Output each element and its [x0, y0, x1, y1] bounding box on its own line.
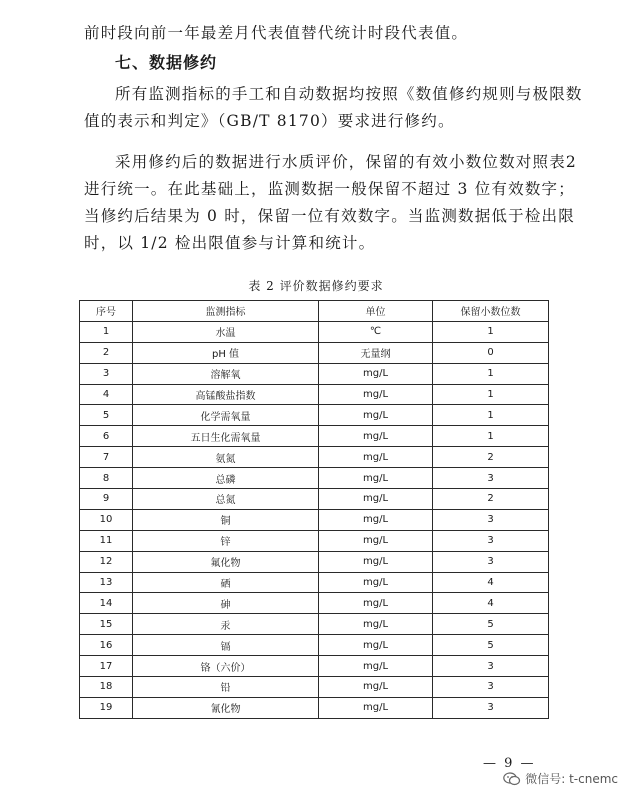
- cell-unit: mg/L: [319, 593, 433, 614]
- cell-decimal-places: 3: [433, 697, 549, 718]
- cell-index: 15: [80, 614, 133, 635]
- cell-indicator: 五日生化需氧量: [133, 426, 319, 447]
- cell-index: 9: [80, 489, 133, 510]
- cell-index: 7: [80, 447, 133, 468]
- cell-decimal-places: 3: [433, 530, 549, 551]
- cell-index: 5: [80, 405, 133, 426]
- cell-decimal-places: 1: [433, 426, 549, 447]
- cell-decimal-places: 1: [433, 384, 549, 405]
- cell-decimal-places: 4: [433, 572, 549, 593]
- table-row: [80, 677, 549, 698]
- cell-unit: mg/L: [319, 697, 433, 718]
- cell-unit: mg/L: [319, 426, 433, 447]
- cell-unit: mg/L: [319, 509, 433, 530]
- cell-indicator: 镉: [133, 635, 319, 656]
- cell-index: 17: [80, 656, 133, 677]
- table-row: [80, 321, 549, 342]
- paragraph-evaluation: 采用修约后的数据进行水质评价，保留的有效小数位数对照表2进行统一。在此基础上，监测数据一般保留不超过 3 位有效数字；当修约后结果为 0 时，保留一位有效数字。当监测数据低于检出限时，以 1/2 检出限值参与计算和统计。: [84, 153, 577, 252]
- cell-unit: ℃: [319, 321, 433, 342]
- table-row: [80, 363, 549, 384]
- cell-index: 14: [80, 593, 133, 614]
- table-row: [80, 593, 549, 614]
- cell-unit: mg/L: [319, 656, 433, 677]
- cell-unit: mg/L: [319, 614, 433, 635]
- cell-unit: mg/L: [319, 363, 433, 384]
- table-row: [80, 468, 549, 489]
- cell-indicator: 高锰酸盐指数: [133, 384, 319, 405]
- cell-index: 3: [80, 363, 133, 384]
- table-row: [80, 530, 549, 551]
- cell-decimal-places: 2: [433, 489, 549, 510]
- cell-decimal-places: 1: [433, 363, 549, 384]
- table-row: [80, 405, 549, 426]
- table-row: [80, 447, 549, 468]
- paragraph-continuation: 前时段向前一年最差月代表值替代统计时段代表值。: [84, 24, 469, 42]
- cell-indicator: 铜: [133, 509, 319, 530]
- cell-index: 13: [80, 572, 133, 593]
- cell-index: 4: [80, 384, 133, 405]
- page-number: — 9 —: [483, 756, 536, 771]
- cell-index: 2: [80, 342, 133, 363]
- wechat-watermark: [503, 770, 618, 787]
- cell-indicator: pH 值: [133, 342, 319, 363]
- cell-unit: mg/L: [319, 489, 433, 510]
- table-row: [80, 551, 549, 572]
- cell-indicator: 砷: [133, 593, 319, 614]
- cell-decimal-places: 3: [433, 509, 549, 530]
- table-row: [80, 384, 549, 405]
- header-indicator: 监测指标: [133, 301, 319, 322]
- cell-decimal-places: 5: [433, 614, 549, 635]
- cell-unit: mg/L: [319, 447, 433, 468]
- cell-unit: mg/L: [319, 530, 433, 551]
- cell-decimal-places: 0: [433, 342, 549, 363]
- cell-unit: mg/L: [319, 635, 433, 656]
- cell-decimal-places: 5: [433, 635, 549, 656]
- cell-index: 1: [80, 321, 133, 342]
- table-body: [80, 321, 549, 718]
- table-row: [80, 572, 549, 593]
- cell-decimal-places: 3: [433, 468, 549, 489]
- table-caption: 表 2 评价数据修约要求: [248, 279, 384, 293]
- cell-index: 6: [80, 426, 133, 447]
- cell-indicator: 氰化物: [133, 697, 319, 718]
- cell-index: 8: [80, 468, 133, 489]
- table-row: [80, 509, 549, 530]
- table-row: [80, 426, 549, 447]
- table-row: [80, 697, 549, 718]
- cell-indicator: 铅: [133, 677, 319, 698]
- table-header-row: [80, 301, 549, 322]
- cell-indicator: 总磷: [133, 468, 319, 489]
- wechat-icon: [503, 772, 521, 786]
- header-index: 序号: [80, 301, 133, 322]
- cell-decimal-places: 3: [433, 551, 549, 572]
- header-decimal-places: 保留小数位数: [433, 301, 549, 322]
- cell-decimal-places: 3: [433, 677, 549, 698]
- cell-indicator: 硒: [133, 572, 319, 593]
- cell-index: 18: [80, 677, 133, 698]
- cell-index: 12: [80, 551, 133, 572]
- cell-indicator: 汞: [133, 614, 319, 635]
- cell-decimal-places: 1: [433, 405, 549, 426]
- cell-decimal-places: 2: [433, 447, 549, 468]
- cell-index: 11: [80, 530, 133, 551]
- table-row: [80, 489, 549, 510]
- cell-unit: mg/L: [319, 405, 433, 426]
- cell-unit: mg/L: [319, 572, 433, 593]
- cell-unit: mg/L: [319, 551, 433, 572]
- cell-unit: 无量纲: [319, 342, 433, 363]
- wechat-id-text: 微信号: t-cnemc: [525, 772, 618, 786]
- cell-decimal-places: 3: [433, 656, 549, 677]
- cell-indicator: 化学需氧量: [133, 405, 319, 426]
- header-unit: 单位: [319, 301, 433, 322]
- cell-indicator: 氟化物: [133, 551, 319, 572]
- table-row: [80, 614, 549, 635]
- cell-indicator: 氨氮: [133, 447, 319, 468]
- cell-unit: mg/L: [319, 677, 433, 698]
- rounding-requirements-table: [79, 300, 549, 719]
- table-row: [80, 342, 549, 363]
- paragraph-rounding-rule: 所有监测指标的手工和自动数据均按照《数值修约规则与极限数值的表示和判定》（GB/T 8170）要求进行修约。: [84, 85, 583, 130]
- cell-indicator: 溶解氧: [133, 363, 319, 384]
- cell-decimal-places: 1: [433, 321, 549, 342]
- table-row: [80, 656, 549, 677]
- cell-unit: mg/L: [319, 384, 433, 405]
- cell-indicator: 总氮: [133, 489, 319, 510]
- cell-indicator: 水温: [133, 321, 319, 342]
- cell-indicator: 铬（六价）: [133, 656, 319, 677]
- cell-index: 19: [80, 697, 133, 718]
- cell-unit: mg/L: [319, 468, 433, 489]
- cell-decimal-places: 4: [433, 593, 549, 614]
- cell-index: 16: [80, 635, 133, 656]
- section-heading: 七、数据修约: [115, 53, 218, 72]
- cell-indicator: 锌: [133, 530, 319, 551]
- table-row: [80, 635, 549, 656]
- cell-index: 10: [80, 509, 133, 530]
